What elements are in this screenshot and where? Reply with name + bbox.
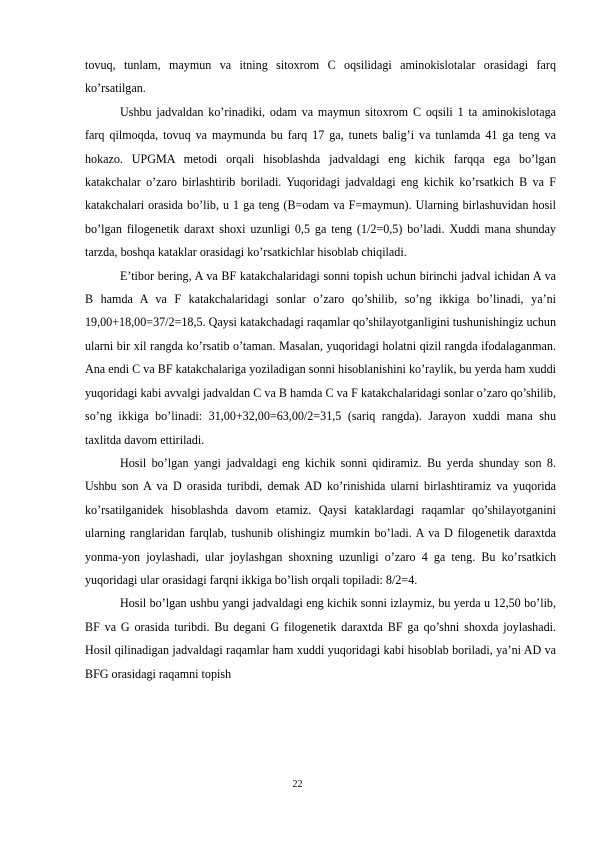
paragraph-4: Hosil bo’lgan yangi jadvaldagi eng kichik sonni qidiramiz. Bu yerda shunday son 8. Ushbu son A va D orasida turibdi, demak AD ko’rinishida ularni birlashtiramiz va yuqorida ko’rsatilganidek hisoblashda davom etamiz. Qaysi kataklardagi raqamlar qo’shilayotganini ularning ranglaridan farqlab, tushunib olishingiz mumkin bo’ladi. A va D filogenetik daraxtda yonma-yon joylashadi, ular joylashgan shoxning uzunligi o’zaro 4 ga teng. Bu ko’rsatkich yuqoridagi ular orasidagi farqni ikkiga bo’lish orqali topiladi: 8/2=4. <box>85 455 556 587</box>
paragraph-2: Ushbu jadvaldan ko’rinadiki, odam va maymun sitoxrom C oqsili 1 ta aminokislotaga farq qilmoqda, tovuq va maymunda bu farq 17 ga, tunets balig’i va tunlamda 41 ga teng va hokazo. UPGMA metodi orqali hisoblashda jadvaldagi eng kichik farqqa ega bo’lgan katakchalar o’zaro birlashtirib boriladi. Yuqoridagi jadvaldagi eng kichik ko’rsatkich B va F katakchalari orasida bo’lib, u 1 ga teng (B=odam va F=maymun). Ularning birlashuvidan hosil bo’lgan filogenetik daraxt shoxi uzunligi 0,5 ga teng (1/2=0,5) bo’ladi. Xuddi mana shunday tarzda, boshqa kataklar orasidagi ko’rsatkichlar hisoblab chiqiladi. <box>85 104 556 260</box>
body-text <box>85 54 556 686</box>
paragraph-3: E’tibor bering, A va BF katakchalaridagi sonni topish uchun birinchi jadval ichidan A va B hamda A va F katakchalaridagi sonlar o’zaro qo’shilib, so’ng ikkiga bo’linadi, ya’ni 19,00+18,00=37/2=18,5. Qaysi katakchadagi raqamlar qo’shilayotganligini tushunishingiz uchun ularni bir xil rangda ko’rsatib o’taman. Masalan, yuqoridagi holatni qizil rangda ifodalaganman. Ana endi C va BF katakchalariga yoziladigan sonni hisoblanishini ko’raylik, bu yerda ham xuddi yuqoridagi kabi avvalgi jadvaldan C va B hamda C va F katakchalaridagi sonlar o’zaro qo’shilib, so’ng ikkiga bo’linadi: 31,00+32,00=63,00/2=31,5 (sariq rangda). Jarayon xuddi mana shu taxlitda davom ettiriladi. <box>85 268 556 447</box>
paragraph-5: Hosil bo’lgan ushbu yangi jadvaldagi eng kichik sonni izlaymiz, bu yerda u 12,50 bo’lib, BF va G orasida turibdi. Bu degani G filogenetik daraxtda BF ga qo’shni shoxda joylashadi. Hosil qilinadigan jadvaldagi raqamlar ham xuddi yuqoridagi kabi hisoblab boriladi, ya’ni AD va BFG orasidagi raqamni topish <box>85 596 556 681</box>
page-number: 22 <box>292 779 303 790</box>
paragraph-1-continuation: tovuq, tunlam, maymun va itning sitoxrom C oqsilidagi aminokislotalar orasidagi farq ko’rsatilgan. <box>85 58 556 96</box>
